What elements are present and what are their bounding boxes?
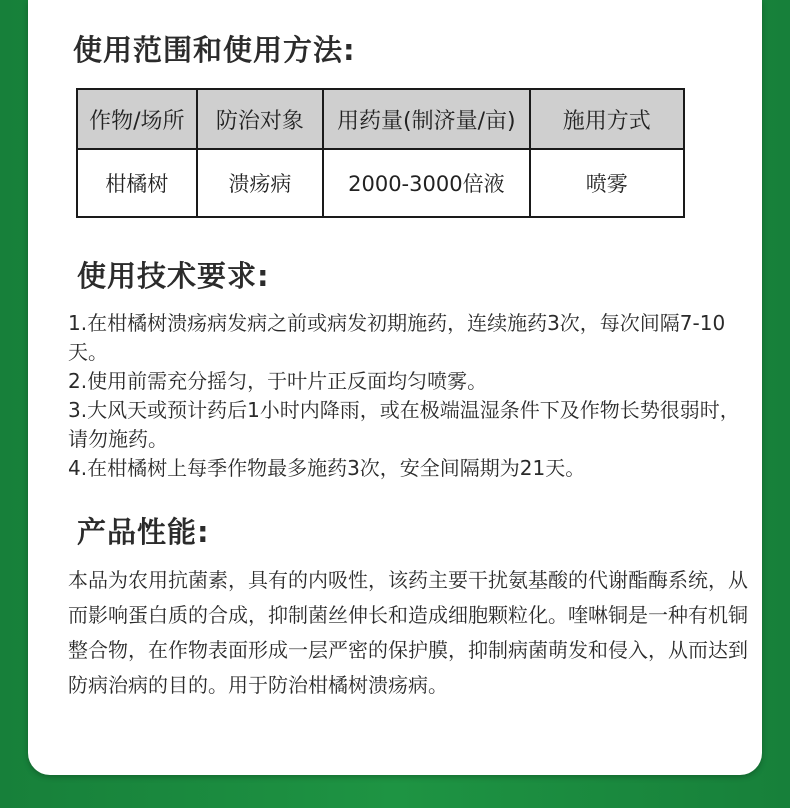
table-header-row xyxy=(77,89,684,149)
tech-requirement-item: 3.大风天或预计药后1小时内降雨，或在极端温湿条件下及作物长势很弱时，请勿施药。 xyxy=(68,398,740,451)
content-card xyxy=(28,0,762,775)
performance-paragraph: 本品为农用抗菌素，具有的内吸性，该药主要干扰氨基酸的代谢酯酶系统，从而影响蛋白质的合成，抑制菌丝伸长和造成细胞颗粒化。喹啉铜是一种有机铜整合物，在作物表面形成一层严密的保护膜，抑制病菌萌发和侵入，从而达到防病治病的目的。用于防治柑橘树溃疡病。 xyxy=(68,568,748,697)
tech-requirement-item: 2.使用前需充分摇匀，于叶片正反面均匀喷雾。 xyxy=(68,369,488,393)
header-method: 施用方式 xyxy=(530,89,684,149)
performance-section-heading: 产品性能: xyxy=(77,515,210,549)
tech-requirement-item: 1.在柑橘树溃疡病发病之前或病发初期施药，连续施药3次，每次间隔7-10天。 xyxy=(68,311,726,364)
tech-requirement-item: 4.在柑橘树上每季作物最多施药3次，安全间隔期为21天。 xyxy=(68,456,586,480)
usage-section-heading: 使用范围和使用方法: xyxy=(73,33,356,67)
header-dosage: 用药量(制济量/亩) xyxy=(323,89,529,149)
cell-target: 溃疡病 xyxy=(197,149,324,217)
table-row xyxy=(77,149,684,217)
header-target: 防治对象 xyxy=(197,89,324,149)
cell-crop: 柑橘树 xyxy=(77,149,197,217)
cell-dosage: 2000-3000倍液 xyxy=(323,149,529,217)
header-crop: 作物/场所 xyxy=(77,89,197,149)
usage-table xyxy=(76,88,685,218)
tech-section-heading: 使用技术要求: xyxy=(77,259,270,293)
cell-method: 喷雾 xyxy=(530,149,684,217)
